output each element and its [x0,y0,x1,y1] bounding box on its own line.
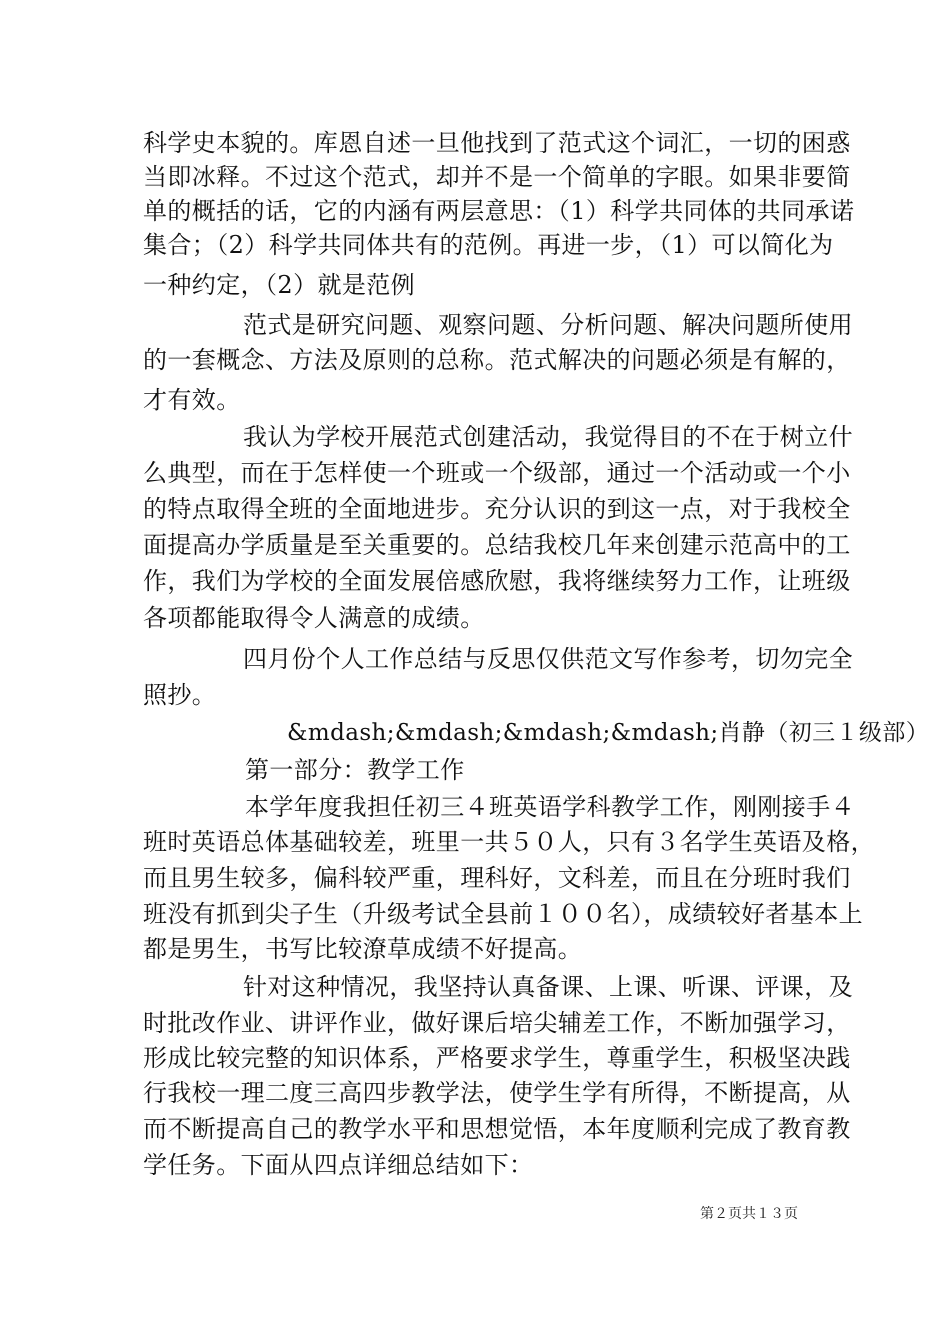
body-text-line: 都是男生，书写比较潦草成绩不好提高。 [143,935,583,963]
author-signature-line: &mdash;&mdash;&mdash;&mdash;肖静（初三１级部） [287,720,930,746]
body-text-line: 科学史本貌的。库恩自述一旦他找到了范式这个词汇，一切的困惑 [143,129,851,157]
paragraph-first-line: 针对这种情况，我坚持认真备课、上课、听课、评课，及 [243,973,853,1001]
body-text-line: 集合；（2）科学共同体共有的范例。再进一步，（1）可以简化为 [143,231,834,259]
body-text-line: 学任务。下面从四点详细总结如下： [143,1151,534,1179]
body-text-line: 么典型，而在于怎样使一个班或一个级部，通过一个活动或一个小 [143,459,851,487]
body-text-line: 行我校一理二度三高四步教学法，使学生学有所得，不断提高，从 [143,1079,851,1107]
body-text-line: 一种约定，（2）就是范例 [143,271,416,299]
body-text-line: 而不断提高自己的教学水平和思想觉悟，本年度顺利完成了教育教 [143,1115,851,1143]
body-text-line: 而且男生较多，偏科较严重，理科好，文科差，而且在分班时我们 [143,864,851,892]
body-text-line: 时批改作业、讲评作业，做好课后培尖辅差工作，不断加强学习， [143,1009,851,1037]
page-number-footer: 第２页共１３页 [700,1206,798,1222]
body-text-line: 班没有抓到尖子生（升级考试全县前１００名），成绩较好者基本上 [143,900,863,928]
body-text-line: 才有效。 [143,386,241,414]
section-heading: 第一部分：教学工作 [245,756,465,784]
body-text-line: 照抄。 [143,681,217,709]
body-text-line: 形成比较完整的知识体系，严格要求学生，尊重学生，积极坚决践 [143,1044,851,1072]
body-text-line: 班时英语总体基础较差，班里一共５０人，只有３名学生英语及格， [143,828,875,856]
body-text-line: 的特点取得全班的全面地进步。充分认识的到这一点，对于我校全 [143,495,851,523]
body-text-line: 面提高办学质量是至关重要的。总结我校几年来创建示范高中的工 [143,531,851,559]
body-text-line: 各项都能取得令人满意的成绩。 [143,604,485,632]
body-text-line: 当即冰释。不过这个范式，却并不是一个简单的字眼。如果非要简 [143,163,851,191]
body-text-line: 的一套概念、方法及原则的总称。范式解决的问题必须是有解的， [143,346,851,374]
body-text-line: 单的概括的话，它的内涵有两层意思：（1）科学共同体的共同承诺 [143,197,855,225]
body-text-line: 作，我们为学校的全面发展倍感欣慰，我将继续努力工作，让班级 [143,567,851,595]
paragraph-first-line: 本学年度我担任初三４班英语学科教学工作，刚刚接手４ [245,793,855,821]
paragraph-first-line: 四月份个人工作总结与反思仅供范文写作参考，切勿完全 [243,645,853,673]
paragraph-first-line: 我认为学校开展范式创建活动，我觉得目的不在于树立什 [243,423,853,451]
paragraph-first-line: 范式是研究问题、观察问题、分析问题、解决问题所使用 [243,311,853,339]
